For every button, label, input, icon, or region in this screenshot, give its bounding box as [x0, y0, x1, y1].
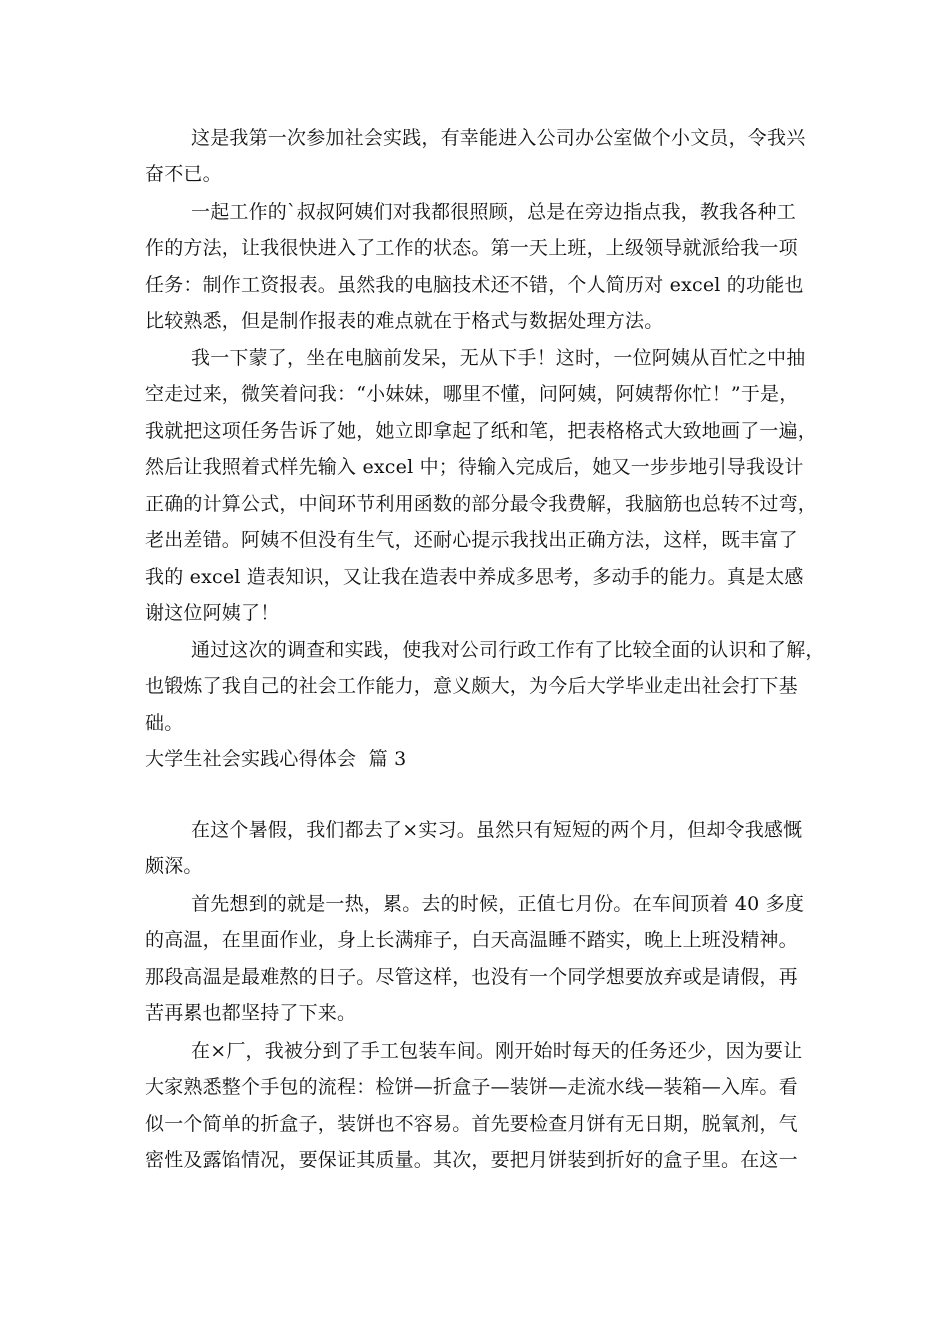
paragraph-line: 密性及露馅情况，要保证其质量。其次，要把月饼装到折好的盒子里。在这一	[145, 1149, 798, 1171]
paragraph-line: 我就把这项任务告诉了她，她立即拿起了纸和笔，把表格格式大致地画了一遍，	[145, 420, 818, 442]
paragraph-line: 通过这次的调查和实践，使我对公司行政工作有了比较全面的认识和了解，	[191, 639, 825, 661]
paragraph-line: 那段高温是最难熬的日子。尽管这样，也没有一个同学想要放弃或是请假，再	[145, 966, 798, 988]
paragraph-line: 这是我第一次参加社会实践，有幸能进入公司办公室做个小文员，令我兴	[191, 127, 806, 149]
paragraph-line: 在这个暑假，我们都去了×实习。虽然只有短短的两个月，但却令我感慨	[191, 819, 803, 841]
paragraph-line: 也锻炼了我自己的社会工作能力，意义颇大，为今后大学毕业走出社会打下基	[145, 675, 798, 697]
paragraph-line: 我的 excel 造表知识，又让我在造表中养成多思考，多动手的能力。真是太感	[145, 566, 804, 588]
paragraph-line: 老出差错。阿姨不但没有生气，还耐心提示我找出正确方法，这样，既丰富了	[145, 529, 798, 551]
paragraph-line: 正确的计算公式，中间环节利用函数的部分最令我费解，我脑筋也总转不过弯，	[145, 493, 818, 515]
paragraph-line: 的高温，在里面作业，身上长满痱子，白天高温睡不踏实，晚上上班没精神。	[145, 929, 798, 951]
section-title: 大学生社会实践心得体会 篇 3	[145, 748, 407, 770]
paragraph-line: 空走过来，微笑着问我：“小妹妹，哪里不懂，问阿姨，阿姨帮你忙！”于是，	[145, 383, 799, 405]
paragraph-line: 首先想到的就是一热，累。去的时候，正值七月份。在车间顶着 40 多度	[191, 893, 805, 915]
paragraph-line: 一起工作的`叔叔阿姨们对我都很照顾，总是在旁边指点我，教我各种工	[191, 201, 796, 223]
paragraph-line: 大家熟悉整个手包的流程：检饼—折盒子—装饼—走流水线—装箱—入库。看	[145, 1076, 798, 1098]
paragraph-line: 我一下蒙了，坐在电脑前发呆，无从下手！这时，一位阿姨从百忙之中抽	[191, 347, 806, 369]
paragraph-line: 谢这位阿姨了！	[145, 602, 280, 624]
paragraph-line: 苦再累也都坚持了下来。	[145, 1002, 357, 1024]
paragraph-line: 在×厂，我被分到了手工包装车间。刚开始时每天的任务还少，因为要让	[191, 1040, 803, 1062]
paragraph-line: 似一个简单的折盒子，装饼也不容易。首先要检查月饼有无日期，脱氧剂，气	[145, 1113, 798, 1135]
paragraph-line: 任务：制作工资报表。虽然我的电脑技术还不错，个人简历对 excel 的功能也	[145, 274, 804, 296]
paragraph-line: 然后让我照着式样先输入 excel 中；待输入完成后，她又一步步地引导我设计	[145, 456, 804, 478]
paragraph-line: 奋不已。	[145, 163, 222, 185]
paragraph-line: 比较熟悉，但是制作报表的难点就在于格式与数据处理方法。	[145, 310, 664, 332]
paragraph-line: 作的方法，让我很快进入了工作的状态。第一天上班，上级领导就派给我一项	[145, 237, 798, 259]
paragraph-line: 颇深。	[145, 855, 203, 877]
paragraph-line: 础。	[145, 712, 184, 734]
